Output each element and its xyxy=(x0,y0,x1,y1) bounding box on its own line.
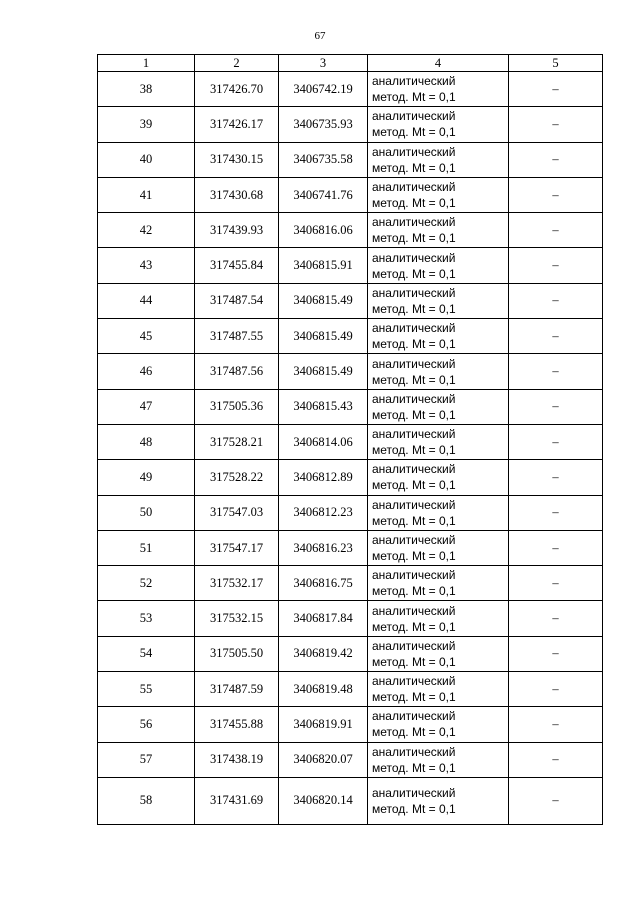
coordinate-x-cell: 317532.15 xyxy=(195,601,279,636)
method-cell xyxy=(368,636,509,671)
coordinate-x-cell: 317547.17 xyxy=(195,530,279,565)
note-cell: – xyxy=(509,142,603,177)
coordinate-x-cell: 317430.68 xyxy=(195,177,279,212)
method-line-2: метод. Mt = 0,1 xyxy=(372,513,456,528)
method-cell xyxy=(368,389,509,424)
method-line-1: аналитический xyxy=(372,462,456,477)
coordinate-x-cell: 317528.22 xyxy=(195,460,279,495)
note-cell: – xyxy=(509,177,603,212)
coordinate-y-cell: 3406812.89 xyxy=(279,460,368,495)
coordinate-x-cell: 317505.36 xyxy=(195,389,279,424)
coordinate-y-cell: 3406819.48 xyxy=(279,672,368,707)
coordinate-y-cell: 3406815.49 xyxy=(279,283,368,318)
note-cell: – xyxy=(509,283,603,318)
coordinate-y-cell: 3406735.58 xyxy=(279,142,368,177)
coordinate-x-cell: 317487.54 xyxy=(195,283,279,318)
note-cell: – xyxy=(509,213,603,248)
table-row xyxy=(98,142,603,177)
note-cell: – xyxy=(509,319,603,354)
coordinate-x-cell: 317426.17 xyxy=(195,107,279,142)
method-line-2: метод. Mt = 0,1 xyxy=(372,478,456,493)
table-row xyxy=(98,354,603,389)
coordinate-y-cell: 3406812.23 xyxy=(279,495,368,530)
method-line-2: метод. Mt = 0,1 xyxy=(372,690,456,705)
column-header-5: 5 xyxy=(509,55,603,72)
note-cell: – xyxy=(509,248,603,283)
note-cell: – xyxy=(509,636,603,671)
point-number-cell: 52 xyxy=(98,566,195,601)
note-cell: – xyxy=(509,672,603,707)
point-number-cell: 39 xyxy=(98,107,195,142)
coordinate-x-cell: 317487.59 xyxy=(195,672,279,707)
method-line-1: аналитический xyxy=(372,533,456,547)
method-line-2: метод. Mt = 0,1 xyxy=(372,584,456,599)
point-number-cell: 40 xyxy=(98,142,195,177)
method-cell xyxy=(368,672,509,707)
method-line-2: метод. Mt = 0,1 xyxy=(372,231,456,246)
point-number-cell: 42 xyxy=(98,213,195,248)
method-line-2: метод. Mt = 0,1 xyxy=(372,407,456,422)
method-cell xyxy=(368,107,509,142)
point-number-cell: 57 xyxy=(98,742,195,777)
note-cell: – xyxy=(509,354,603,389)
method-cell xyxy=(368,460,509,495)
coordinate-y-cell: 3406815.91 xyxy=(279,248,368,283)
method-line-2: метод. Mt = 0,1 xyxy=(372,801,456,816)
point-number-cell: 58 xyxy=(98,777,195,824)
coordinate-y-cell: 3406815.49 xyxy=(279,354,368,389)
coordinate-x-cell: 317487.55 xyxy=(195,319,279,354)
method-line-2: метод. Mt = 0,1 xyxy=(372,337,456,352)
table-row xyxy=(98,672,603,707)
note-cell: – xyxy=(509,460,603,495)
method-line-2: метод. Mt = 0,1 xyxy=(372,619,456,634)
coordinate-x-cell: 317431.69 xyxy=(195,777,279,824)
table-row xyxy=(98,566,603,601)
method-cell xyxy=(368,177,509,212)
coordinate-y-cell: 3406816.75 xyxy=(279,566,368,601)
table-row xyxy=(98,777,603,824)
method-cell xyxy=(368,248,509,283)
method-line-2: метод. Mt = 0,1 xyxy=(372,90,456,105)
coordinate-y-cell: 3406815.43 xyxy=(279,389,368,424)
table-row xyxy=(98,283,603,318)
note-cell: – xyxy=(509,707,603,742)
method-cell xyxy=(368,424,509,459)
note-cell: – xyxy=(509,566,603,601)
note-cell: – xyxy=(509,495,603,530)
method-cell xyxy=(368,777,509,824)
method-line-1: аналитический xyxy=(372,785,456,800)
note-cell: – xyxy=(509,530,603,565)
table-row xyxy=(98,530,603,565)
point-number-cell: 55 xyxy=(98,672,195,707)
method-line-2: метод. Mt = 0,1 xyxy=(372,654,456,669)
coordinate-y-cell: 3406742.19 xyxy=(279,72,368,107)
table-row xyxy=(98,601,603,636)
method-line-2: метод. Mt = 0,1 xyxy=(372,160,456,175)
coordinate-x-cell: 317455.84 xyxy=(195,248,279,283)
method-line-2: метод. Mt = 0,1 xyxy=(372,443,456,458)
note-cell: – xyxy=(509,424,603,459)
point-number-cell: 44 xyxy=(98,283,195,318)
point-number-cell: 50 xyxy=(98,495,195,530)
method-line-1: аналитический xyxy=(372,215,456,230)
coordinate-x-cell: 317439.93 xyxy=(195,213,279,248)
table-header xyxy=(98,55,603,72)
method-cell xyxy=(368,72,509,107)
method-line-1: аналитический xyxy=(372,497,456,512)
method-line-1: аналитический xyxy=(372,250,456,265)
point-number-cell: 54 xyxy=(98,636,195,671)
method-line-1: аналитический xyxy=(372,180,456,195)
coordinate-y-cell: 3406820.14 xyxy=(279,777,368,824)
note-cell: – xyxy=(509,107,603,142)
method-cell xyxy=(368,530,509,565)
coordinate-x-cell: 317528.21 xyxy=(195,424,279,459)
method-line-1: аналитический xyxy=(372,744,456,759)
table-body xyxy=(98,72,603,825)
coordinate-x-cell: 317455.88 xyxy=(195,707,279,742)
point-number-cell: 53 xyxy=(98,601,195,636)
coordinate-y-cell: 3406815.49 xyxy=(279,319,368,354)
column-header-4: 4 xyxy=(368,55,509,72)
table-row xyxy=(98,389,603,424)
method-cell xyxy=(368,495,509,530)
coordinate-x-cell: 317547.03 xyxy=(195,495,279,530)
column-header-2: 2 xyxy=(195,55,279,72)
table-row xyxy=(98,319,603,354)
method-line-1: аналитический xyxy=(372,674,456,689)
method-cell xyxy=(368,707,509,742)
table-row xyxy=(98,707,603,742)
coordinate-y-cell: 3406819.91 xyxy=(279,707,368,742)
method-line-1: аналитический xyxy=(372,427,456,442)
method-line-1: аналитический xyxy=(372,391,456,406)
method-line-2: метод. Mt = 0,1 xyxy=(372,549,456,563)
method-line-2: метод. Mt = 0,1 xyxy=(372,725,456,740)
table-row xyxy=(98,495,603,530)
point-number-cell: 49 xyxy=(98,460,195,495)
point-number-cell: 41 xyxy=(98,177,195,212)
method-line-2: метод. Mt = 0,1 xyxy=(372,301,456,316)
header-row xyxy=(98,55,603,72)
method-cell xyxy=(368,213,509,248)
point-number-cell: 48 xyxy=(98,424,195,459)
note-cell: – xyxy=(509,777,603,824)
point-number-cell: 47 xyxy=(98,389,195,424)
coordinate-x-cell: 317426.70 xyxy=(195,72,279,107)
method-cell xyxy=(368,354,509,389)
note-cell: – xyxy=(509,742,603,777)
method-cell xyxy=(368,283,509,318)
table-row xyxy=(98,424,603,459)
method-line-1: аналитический xyxy=(372,603,456,618)
column-header-1: 1 xyxy=(98,55,195,72)
method-line-1: аналитический xyxy=(372,356,456,371)
coordinate-y-cell: 3406819.42 xyxy=(279,636,368,671)
table-row xyxy=(98,72,603,107)
coordinate-x-cell: 317505.50 xyxy=(195,636,279,671)
coordinate-y-cell: 3406816.23 xyxy=(279,530,368,565)
coordinate-y-cell: 3406735.93 xyxy=(279,107,368,142)
table-row xyxy=(98,460,603,495)
method-line-1: аналитический xyxy=(372,144,456,159)
method-line-1: аналитический xyxy=(372,74,456,89)
coordinate-y-cell: 3406741.76 xyxy=(279,177,368,212)
method-cell xyxy=(368,142,509,177)
method-cell xyxy=(368,601,509,636)
page-number: 67 xyxy=(314,30,326,42)
point-number-cell: 56 xyxy=(98,707,195,742)
coordinate-x-cell: 317532.17 xyxy=(195,566,279,601)
coordinate-y-cell: 3406814.06 xyxy=(279,424,368,459)
point-number-cell: 38 xyxy=(98,72,195,107)
note-cell: – xyxy=(509,601,603,636)
method-line-1: аналитический xyxy=(372,109,456,124)
method-line-1: аналитический xyxy=(372,321,456,336)
method-line-2: метод. Mt = 0,1 xyxy=(372,760,456,775)
table-row xyxy=(98,636,603,671)
method-line-1: аналитический xyxy=(372,638,456,653)
method-cell xyxy=(368,566,509,601)
method-cell xyxy=(368,742,509,777)
note-cell: – xyxy=(509,389,603,424)
coordinate-x-cell: 317430.15 xyxy=(195,142,279,177)
table-row xyxy=(98,742,603,777)
method-line-2: метод. Mt = 0,1 xyxy=(372,196,456,211)
coordinate-x-cell: 317487.56 xyxy=(195,354,279,389)
coordinate-y-cell: 3406816.06 xyxy=(279,213,368,248)
table-row xyxy=(98,248,603,283)
coordinate-x-cell: 317438.19 xyxy=(195,742,279,777)
point-number-cell: 46 xyxy=(98,354,195,389)
point-number-cell: 51 xyxy=(98,530,195,565)
method-line-1: аналитический xyxy=(372,285,456,300)
coordinates-table xyxy=(97,54,603,825)
method-cell xyxy=(368,319,509,354)
method-line-2: метод. Mt = 0,1 xyxy=(372,266,456,281)
method-line-1: аналитический xyxy=(372,568,456,583)
note-cell: – xyxy=(509,72,603,107)
table-row xyxy=(98,213,603,248)
column-header-3: 3 xyxy=(279,55,368,72)
point-number-cell: 43 xyxy=(98,248,195,283)
table-row xyxy=(98,177,603,212)
point-number-cell: 45 xyxy=(98,319,195,354)
method-line-1: аналитический xyxy=(372,709,456,724)
method-line-2: метод. Mt = 0,1 xyxy=(372,125,456,140)
coordinate-y-cell: 3406820.07 xyxy=(279,742,368,777)
coordinate-y-cell: 3406817.84 xyxy=(279,601,368,636)
method-line-2: метод. Mt = 0,1 xyxy=(372,372,456,387)
table-row xyxy=(98,107,603,142)
